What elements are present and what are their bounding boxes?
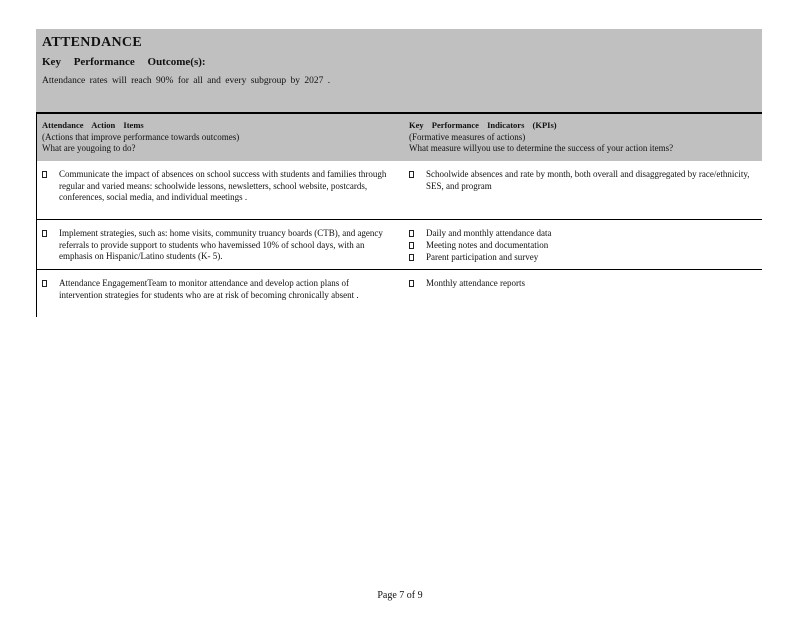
bullet-icon [42,280,47,287]
list-item [409,240,754,252]
kpi-subtitle: (Formative measures of actions) [409,131,526,142]
bullet-icon [409,254,414,261]
page-number: Page 7 of 9 [377,590,423,601]
kpi-cell [409,169,754,193]
bullet-icon [42,230,47,237]
action-items-title: Attendance Action Items [42,120,144,130]
action-cell [42,278,394,302]
list-item [409,278,754,290]
kpi-text: Schoolwide absences and rate by month, both overall and disaggregated by race/ethnicity, SES, and program [426,169,750,191]
action-items-question: What are yougoing to do? [42,143,136,153]
action-text: Implement strategies, such as: home visits, community truancy boards (CTB), and agency referrals to provide support to students who havemissed 10% of school days, with an emphasis on Hispanic/Latino students (K- 5). [59,228,383,262]
kpi-question: What measure willyou use to determine the success of your action items? [409,143,674,153]
kpi-title: Key Performance Indicators (KPIs) [409,120,557,130]
bullet-icon [42,171,47,178]
kpi-text: Parent participation and survey [426,252,539,263]
bullet-icon [409,230,414,237]
list-item [409,228,754,240]
action-cell [42,169,394,204]
kpi-cell [409,278,754,290]
kpi-text: Monthly attendance reports [426,278,525,288]
table-row [36,220,762,270]
list-item [409,252,754,264]
bullet-icon [409,171,414,178]
action-text: Communicate the impact of absences on school success with students and families through regular and varied means: schoolwide lessons, newsletters, school website, postcards, conferences, social media, and individual meetings . [59,169,387,203]
kpi-text: Daily and monthly attendance data [426,228,552,238]
bullet-icon [409,242,414,249]
kpi-cell [409,228,754,264]
section-title: ATTENDANCE [42,35,142,50]
outcome-text: Attendance rates will reach 90% for all and every subgroup by 2027 . [42,76,331,86]
kpo-label: Key Performance Outcome(s): [42,56,206,68]
action-text: Attendance EngagementTeam to monitor attendance and develop action plans of intervention strategies for students who are at risk of becoming chronically absent . [59,278,359,300]
bullet-icon [409,280,414,287]
attendance-section [36,29,762,317]
kpi-text: Meeting notes and documentation [426,240,549,251]
action-items-header [42,120,402,155]
list-item [42,228,394,263]
list-item [409,169,754,192]
list-item [42,169,394,204]
table-row [36,270,762,317]
action-items-subtitle: (Actions that improve performance towards outcomes) [42,131,240,142]
kpi-header [409,120,761,155]
column-header-row [36,113,762,161]
section-header [36,29,762,113]
action-cell [42,228,394,263]
table-row [36,161,762,220]
list-item [42,278,394,301]
